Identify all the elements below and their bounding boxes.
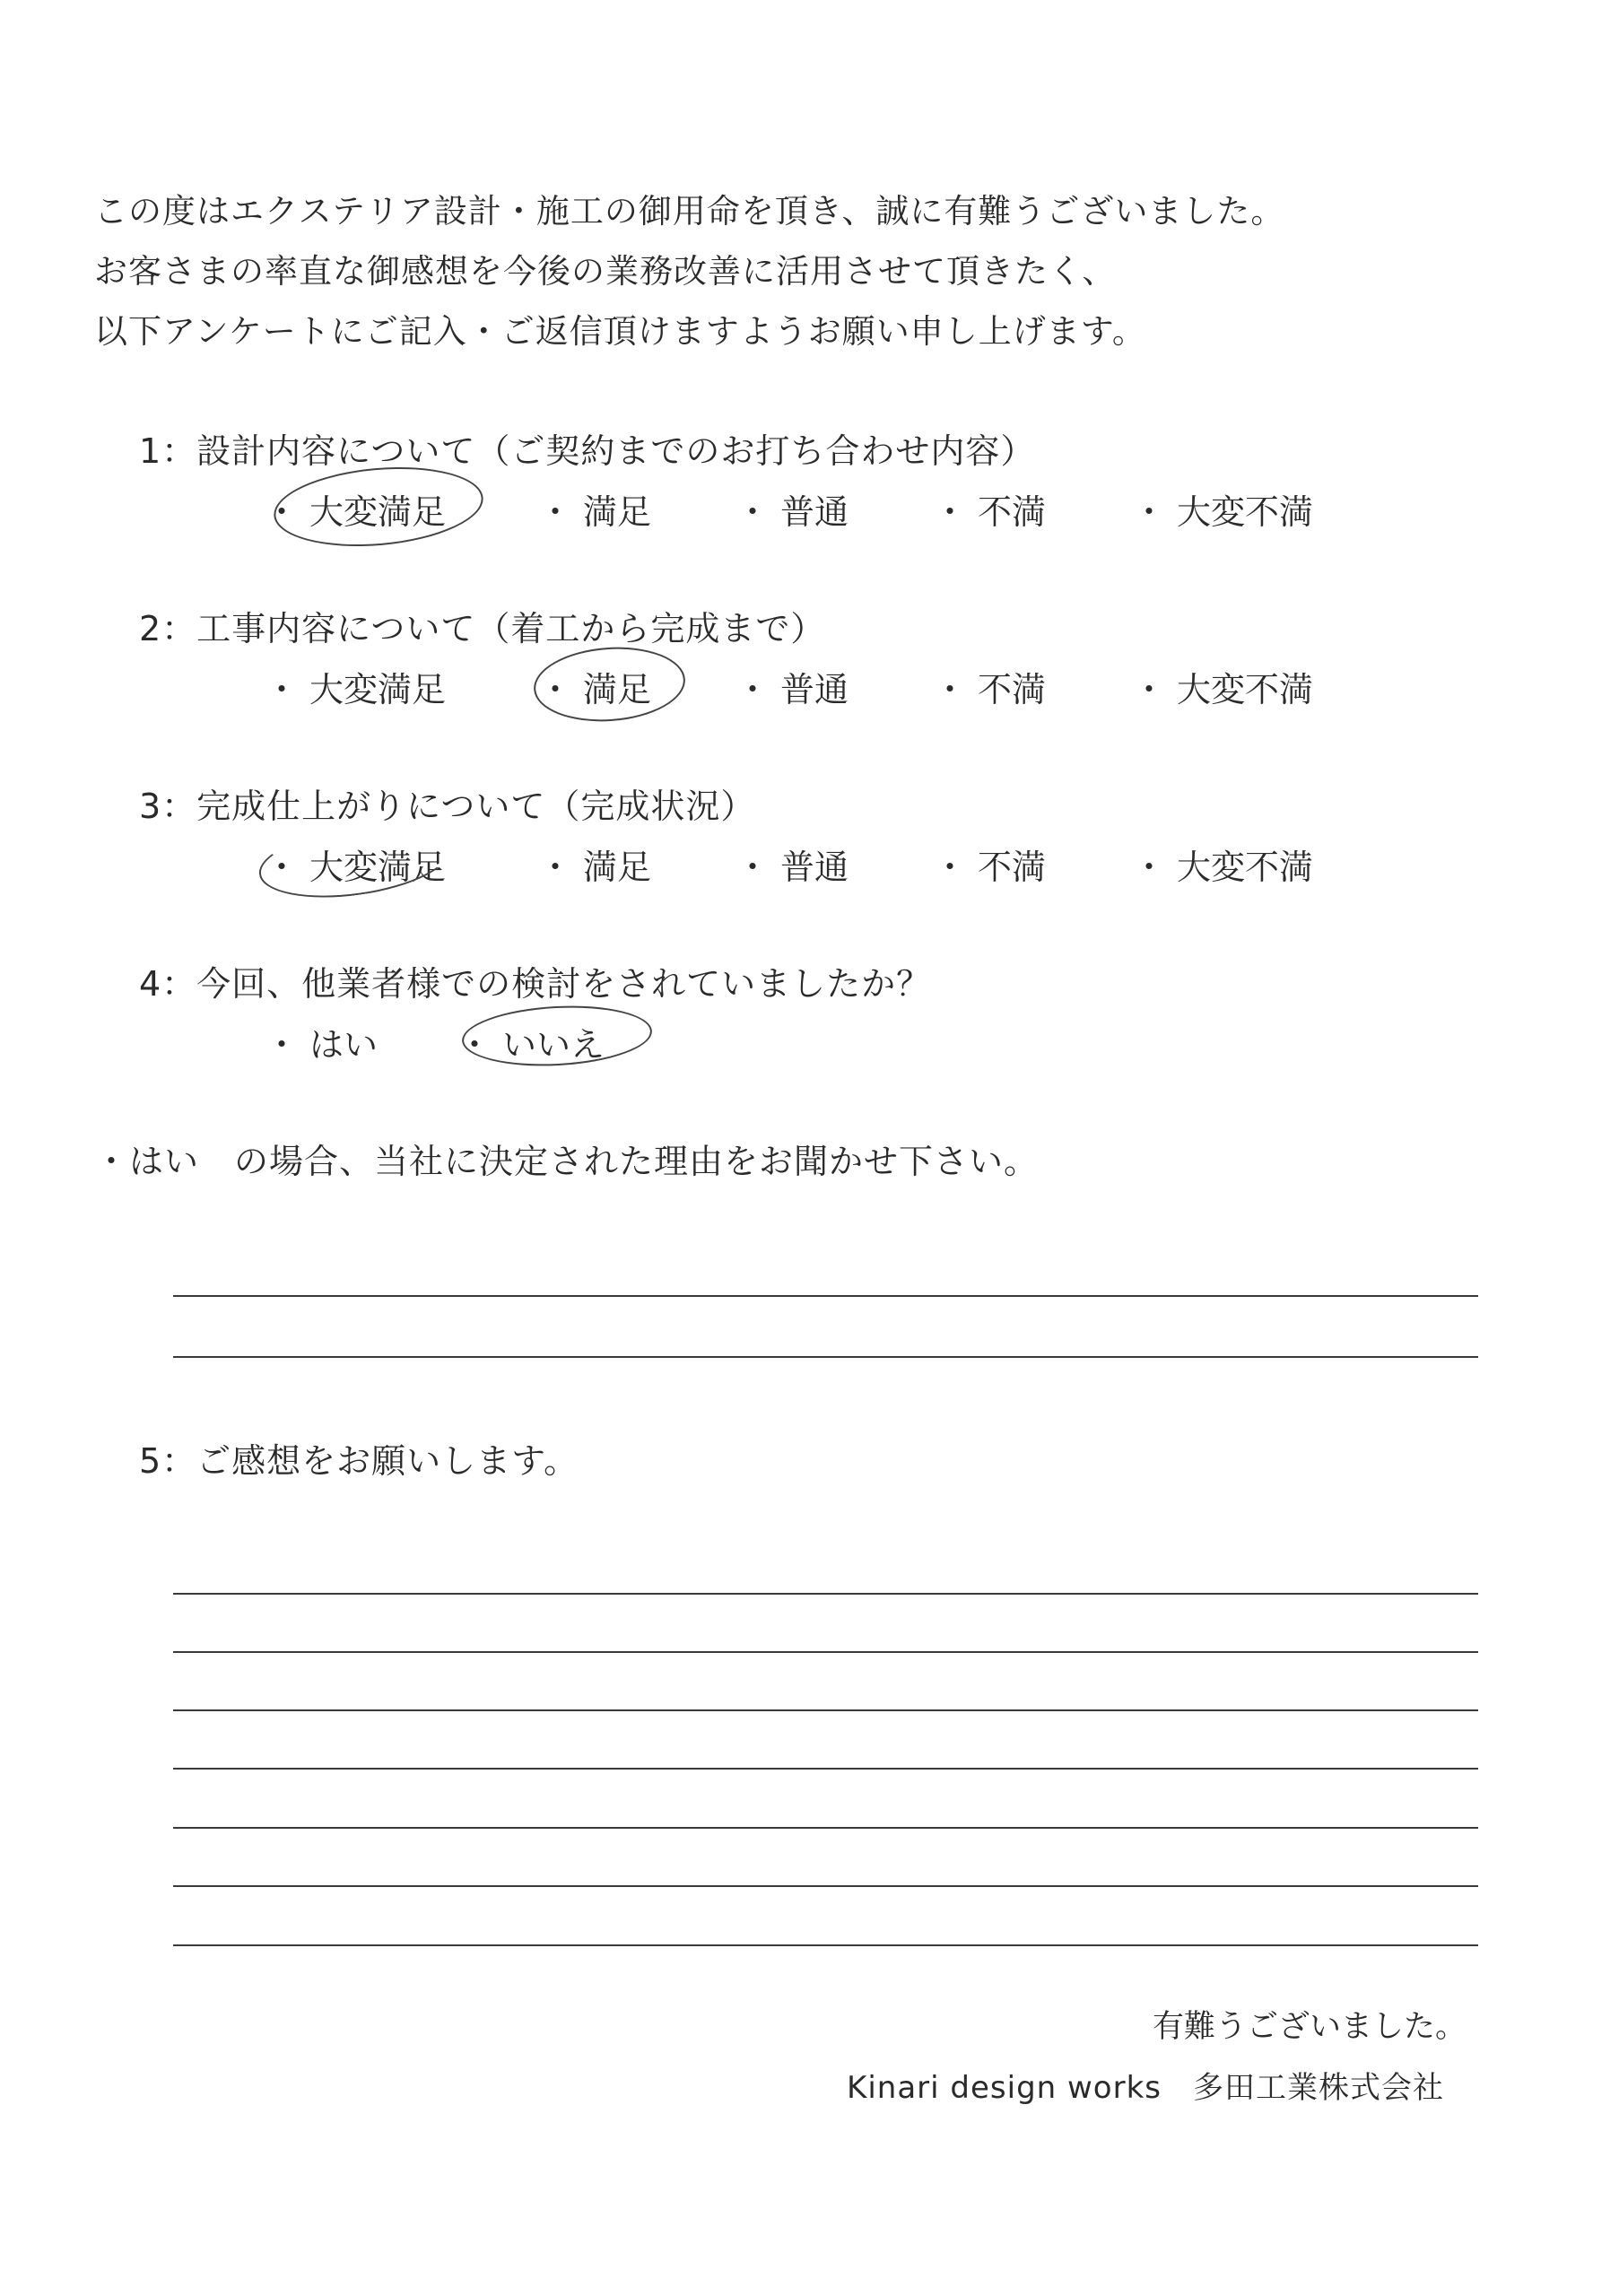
impression-answer-line-1[interactable] — [173, 1593, 1478, 1595]
q2-option-normal[interactable]: ・ 普通 — [736, 670, 849, 709]
company-name: Kinari design works 多田工業株式会社 — [847, 2070, 1444, 2106]
impression-answer-line-5[interactable] — [173, 1827, 1478, 1829]
intro-line-2: お客さまの率直な御感想を今後の業務改善に活用させて頂きたく、 — [94, 252, 1117, 291]
reason-label: ・はい の場合、当社に決定された理由をお聞かせ下さい。 — [94, 1142, 1040, 1181]
impression-answer-line-6[interactable] — [173, 1885, 1478, 1887]
q4-option-no[interactable]: ・ いいえ — [457, 1025, 605, 1065]
q1-option-very-dissatisfied[interactable]: ・ 大変不満 — [1132, 492, 1314, 532]
closing-thanks: 有難うございました。 — [1152, 2009, 1467, 2045]
intro-line-3: 以下アンケートにご記入・ご返信頂けますようお願い申し上げます。 — [94, 312, 1146, 351]
impression-answer-line-3[interactable] — [173, 1709, 1478, 1711]
impression-answer-line-4[interactable] — [173, 1768, 1478, 1770]
q3-option-dissatisfied[interactable]: ・ 不満 — [933, 848, 1047, 887]
q3-selection-circle — [255, 813, 456, 908]
q3-option-normal[interactable]: ・ 普通 — [736, 848, 849, 887]
impression-answer-line-7[interactable] — [173, 1944, 1478, 1946]
impression-answer-line-2[interactable] — [173, 1651, 1478, 1653]
q2-option-dissatisfied[interactable]: ・ 不満 — [933, 670, 1047, 709]
reason-answer-line-2[interactable] — [173, 1356, 1478, 1358]
q3-option-satisfied[interactable]: ・ 満足 — [538, 848, 652, 887]
q1-title: 1：設計内容について（ご契約までのお打ち合わせ内容） — [139, 431, 1036, 471]
q1-option-normal[interactable]: ・ 普通 — [736, 492, 849, 532]
q2-option-very-satisfied[interactable]: ・ 大変満足 — [265, 670, 447, 709]
q1-option-very-satisfied[interactable]: ・ 大変満足 — [265, 492, 447, 532]
q3-option-very-dissatisfied[interactable]: ・ 大変不満 — [1132, 848, 1314, 887]
q1-selection-circle — [271, 459, 487, 554]
q1-option-dissatisfied[interactable]: ・ 不満 — [933, 492, 1047, 532]
q2-option-very-dissatisfied[interactable]: ・ 大変不満 — [1132, 670, 1314, 709]
q4-title: 4：今回、他業者様での検討をされていましたか？ — [139, 964, 932, 1004]
q5-title: 5：ご感想をお願いします。 — [139, 1441, 579, 1481]
q4-selection-circle — [460, 1001, 653, 1070]
q1-option-satisfied[interactable]: ・ 満足 — [538, 492, 652, 532]
intro-line-1: この度はエクステリア設計・施工の御用命を頂き、誠に有難うございました。 — [94, 192, 1285, 230]
q2-title: 2：工事内容について（着工から完成まで） — [139, 609, 826, 648]
q3-option-very-satisfied[interactable]: ・ 大変満足 — [265, 848, 447, 887]
q4-option-yes[interactable]: ・ はい — [265, 1025, 379, 1065]
q2-option-satisfied[interactable]: ・ 満足 — [538, 670, 652, 709]
q2-selection-circle — [531, 642, 687, 726]
q3-title: 3：完成仕上がりについて（完成状況） — [139, 787, 756, 826]
reason-answer-line-1[interactable] — [173, 1295, 1478, 1297]
